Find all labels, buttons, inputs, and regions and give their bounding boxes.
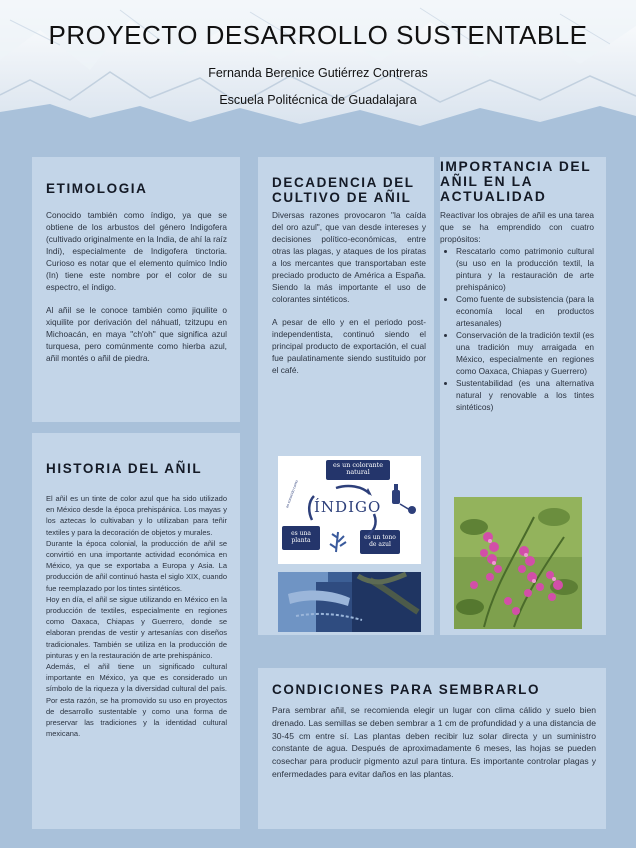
importancia-heading bbox=[440, 159, 591, 204]
historia-heading: HISTORIA DEL AÑIL bbox=[46, 461, 203, 476]
colorante-label: es un colorante natural bbox=[332, 461, 383, 476]
decadencia-paragraph-1: Diversas razones provocaron "la caída del oro azul", que van desde intereses y decisiones político-económicas, entre otras las plagas, y ataques de los piratas a los mercantes que transportaban este preciado producto de América a España. Siendo la más importante el uso de colorantes sintéticos. bbox=[272, 210, 426, 304]
importancia-list bbox=[440, 245, 594, 413]
etimologia-heading: ETIMOLOGIA bbox=[46, 181, 148, 196]
importancia-heading-line-2: AÑIL EN LA bbox=[440, 174, 534, 189]
importancia-heading-line-1: IMPORTANCIA DEL bbox=[440, 159, 592, 174]
importancia-heading-line-3: ACTUALIDAD bbox=[440, 189, 547, 204]
historia-paragraph-1: El añil es un tinte de color azul que ha sido utilizado en México desde la época prehispánica. Los mayas y los aztecas lo cultivaban y lo utilizaban para teñir textiles y para la decoración de objetos y murales. bbox=[46, 494, 227, 537]
list-item: • Conservación de la tradición textil (es una tradición muy arraigada en México, especialmente en regiones como Oaxaca, Chiapas y Guerrero) bbox=[456, 329, 594, 377]
etimologia-paragraph-2: Al añil se le conoce también como jiquilite o xiquilite por derivación del náhuatl, tzitzupu en Michoacán, en maya "ch'oh" que significa azul turquesa, pero comúnmente como hierba azul, añil montés o añil de piedra. bbox=[46, 305, 227, 363]
importancia-intro: Reactivar los obrajes de añil es una tarea que se ha emprendido con cuatro propósitos: bbox=[440, 210, 594, 244]
conocido-label: es conocido como bbox=[285, 479, 299, 509]
condiciones-paragraph: Para sembrar añil, se recomienda elegir un lugar con clima cálido y suelo bien drenado. Las semillas se deben sembrar a 1 cm de profundidad y a una distancia de 30-45 cm entre sí. Las plantas deben recibir luz solar directa y un suministro constante de agua. Después de aproximadamente 6 meses, las hojas se pueden cosechar para producir pigmento azul para tintura. Es importante controlar plagas y enfermedades para evitar daños en las plantas. bbox=[272, 705, 596, 779]
etimologia-panel bbox=[32, 157, 240, 422]
school-name: Escuela Politécnica de Guadalajara bbox=[219, 93, 417, 107]
decadencia-panel bbox=[258, 157, 434, 635]
importancia-panel bbox=[440, 157, 606, 635]
historia-paragraph-3: Hoy en día, el añil se sigue utilizando en México en la producción de textiles, especialmente en regiones como Oaxaca, Chiapas y Guerrero, donde se elaboran prendas de vestir y artesanías con diseños tradicionales. También se utiliza en la producción de pinturas y en la restauración de arte prehispánico. bbox=[46, 594, 227, 660]
historia-paragraph-2: Durante la época colonial, la producción de añil se convirtió en una importante actividad económica en México, ya que se exportaba a Europa y Asia. La producción de añil continuó hasta el siglo XIX, cuando fue reemplazado por los tintes sintéticos. bbox=[46, 538, 227, 593]
decadencia-heading bbox=[272, 175, 415, 205]
planta-label: es una planta bbox=[291, 530, 311, 544]
list-item: • Como fuente de subsistencia (para la economía local en productos artesanales) bbox=[456, 293, 594, 329]
decadencia-paragraph-2: A pesar de ello y en el periodo post-independentista, continuó siendo el principal producto de exportación, el cual fue paulatinamente siendo sustituido por el café. bbox=[272, 317, 426, 375]
page-title: PROYECTO DESARROLLO SUSTENTABLE bbox=[48, 20, 588, 50]
header-banner bbox=[0, 0, 636, 140]
author-name: Fernanda Berenice Gutiérrez Contreras bbox=[208, 66, 428, 80]
tono-label: es un tono de azul bbox=[364, 534, 396, 548]
historia-paragraph-4: Además, el añil tiene un significado cultural importante en México, ya que es considerado un símbolo de la riqueza y la diversidad cultural del país. Por esta razón, se ha promovido su uso en proyectos de desarrollo sustentable y como una forma de preservar las tradiciones y la identidad cultural mexicana. bbox=[46, 662, 227, 739]
indigo-label: ÍNDIGO bbox=[314, 498, 382, 516]
list-item: • Rescatarlo como patrimonio cultural (su uso en la producción textil, la pintura y la restauración de arte prehispánico) bbox=[456, 245, 594, 293]
condiciones-heading: CONDICIONES PARA SEMBRARLO bbox=[272, 682, 541, 697]
condiciones-panel bbox=[258, 668, 606, 829]
etimologia-paragraph-1: Conocido también como índigo, ya que se obtiene de los arbustos del género Indigofera (cultivado originalmente en la India, de ahí la raíz Indi), especialmente de Indigofera tinctoria. Curioso es notar que el elemento químico Indio (In) tiene este nombre por el color de su espectro, el índigo. bbox=[46, 210, 227, 292]
list-item: • Sustentabilidad (es una alternativa natural y renovable a los tintes sintéticos) bbox=[456, 377, 594, 413]
indigo-infographic bbox=[278, 456, 421, 564]
decadencia-heading-line-2: CULTIVO DE AÑIL bbox=[272, 190, 412, 205]
historia-panel bbox=[32, 433, 240, 829]
decadencia-heading-line-1: DECADENCIA DEL bbox=[272, 175, 415, 190]
indigofera-flower-photo bbox=[454, 497, 582, 629]
denim-photo bbox=[278, 572, 421, 632]
